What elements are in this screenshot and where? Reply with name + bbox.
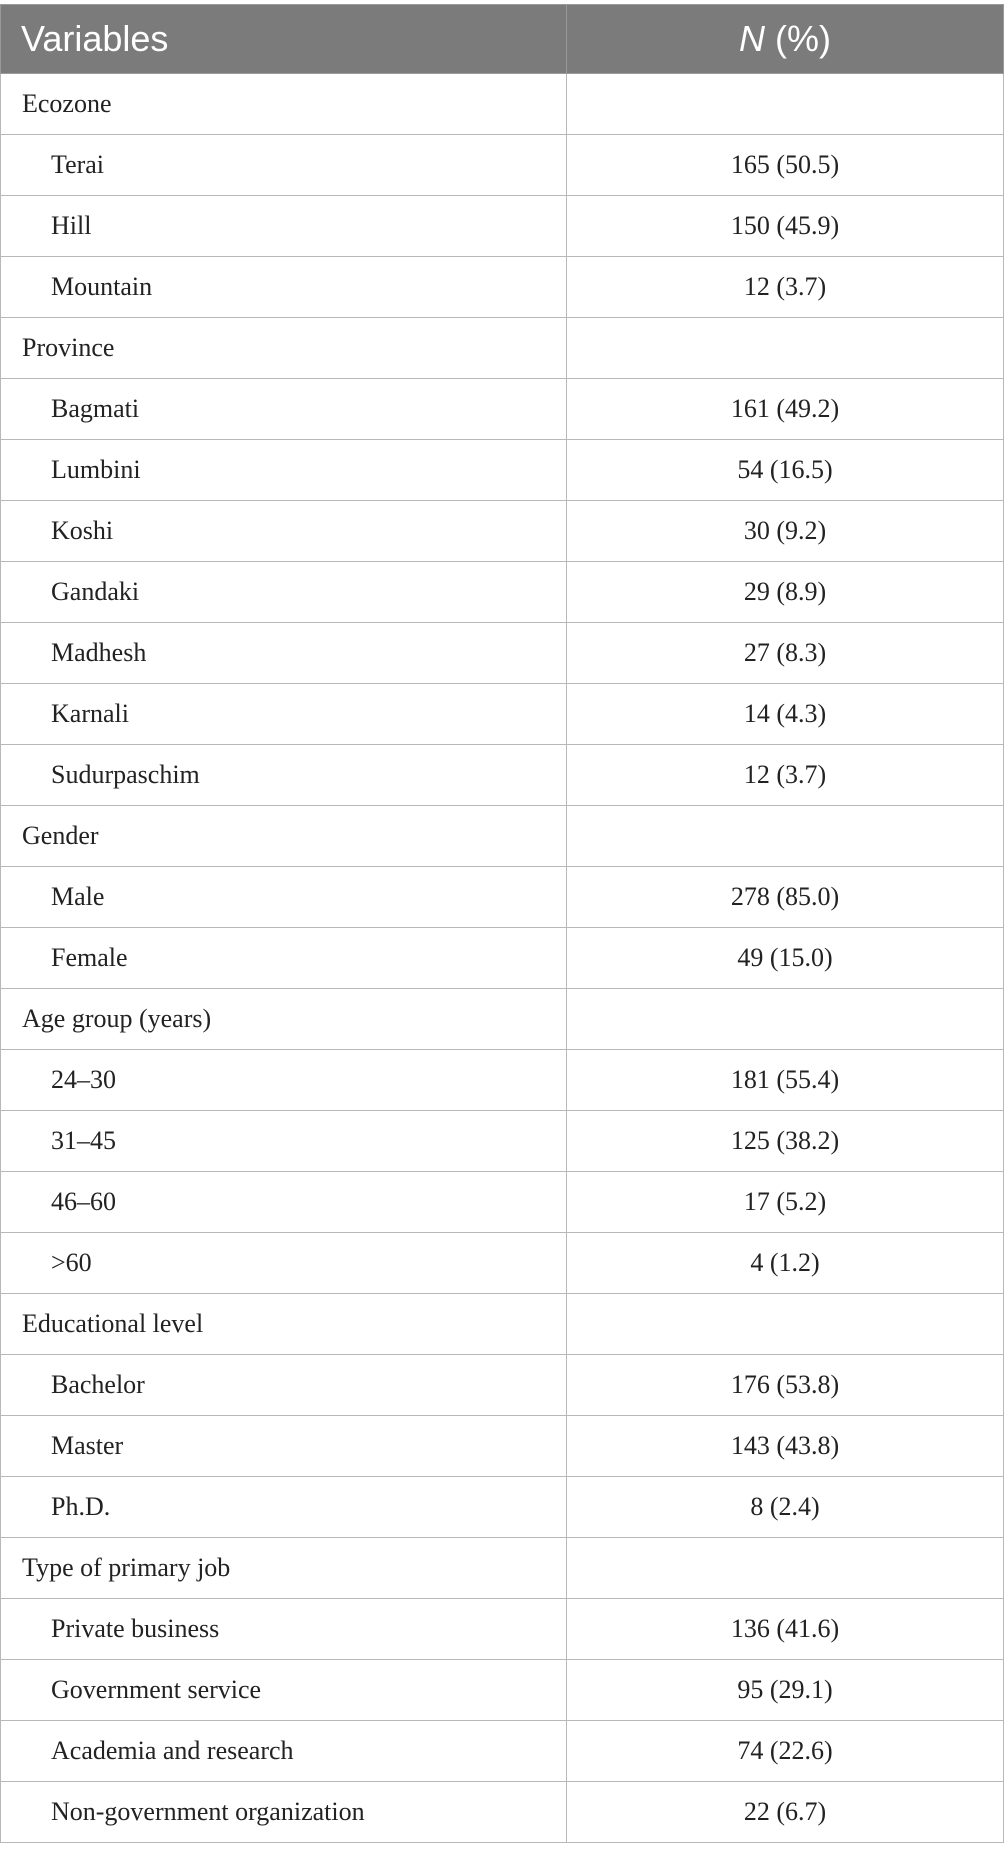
count-percent-cell: 8 (2.4): [567, 1477, 1004, 1538]
group-label-cell: Age group (years): [1, 989, 567, 1050]
variables-column-header: Variables: [1, 5, 567, 74]
variable-label-cell: Gandaki: [1, 562, 567, 623]
count-percent-cell: [567, 989, 1004, 1050]
table-group-row: [1, 1294, 1004, 1355]
count-percent-cell: 29 (8.9): [567, 562, 1004, 623]
variable-label-cell: Koshi: [1, 501, 567, 562]
group-label-cell: Gender: [1, 806, 567, 867]
count-percent-cell: 95 (29.1): [567, 1660, 1004, 1721]
table-group-row: [1, 74, 1004, 135]
group-label-cell: Ecozone: [1, 74, 567, 135]
count-percent-cell: 176 (53.8): [567, 1355, 1004, 1416]
variable-label-cell: Karnali: [1, 684, 567, 745]
variable-label-cell: 24–30: [1, 1050, 567, 1111]
variable-label-cell: 31–45: [1, 1111, 567, 1172]
table-row: [1, 745, 1004, 806]
variable-label-cell: Madhesh: [1, 623, 567, 684]
count-percent-cell: 161 (49.2): [567, 379, 1004, 440]
table-row: [1, 440, 1004, 501]
variable-label-cell: Master: [1, 1416, 567, 1477]
variable-label-cell: 46–60: [1, 1172, 567, 1233]
table-row: [1, 1233, 1004, 1294]
count-percent-cell: 27 (8.3): [567, 623, 1004, 684]
table-row: [1, 1172, 1004, 1233]
variable-label-cell: Female: [1, 928, 567, 989]
table-row: [1, 1355, 1004, 1416]
table-row: [1, 684, 1004, 745]
table-row: [1, 867, 1004, 928]
variable-label-cell: Bagmati: [1, 379, 567, 440]
table-row: [1, 257, 1004, 318]
count-percent-cell: 143 (43.8): [567, 1416, 1004, 1477]
table-row: [1, 379, 1004, 440]
table-header: [1, 5, 1004, 74]
demographics-table: [0, 4, 1004, 1843]
count-percent-cell: 165 (50.5): [567, 135, 1004, 196]
variable-label-cell: Ph.D.: [1, 1477, 567, 1538]
table-group-row: [1, 1538, 1004, 1599]
percent-symbol: (%): [765, 18, 831, 59]
count-percent-cell: 12 (3.7): [567, 745, 1004, 806]
variable-label-cell: Government service: [1, 1660, 567, 1721]
group-label-cell: Type of primary job: [1, 1538, 567, 1599]
table-group-row: [1, 806, 1004, 867]
count-percent-cell: 49 (15.0): [567, 928, 1004, 989]
variable-label-cell: Sudurpaschim: [1, 745, 567, 806]
variable-label-cell: Bachelor: [1, 1355, 567, 1416]
count-percent-cell: 17 (5.2): [567, 1172, 1004, 1233]
table-row: [1, 1782, 1004, 1843]
table-row: [1, 196, 1004, 257]
table-row: [1, 1660, 1004, 1721]
n-symbol: N: [739, 18, 765, 59]
table-row: [1, 1599, 1004, 1660]
variable-label-cell: >60: [1, 1233, 567, 1294]
table-row: [1, 1477, 1004, 1538]
table-row: [1, 1111, 1004, 1172]
count-percent-cell: 22 (6.7): [567, 1782, 1004, 1843]
data-table-container: [0, 4, 1003, 1843]
count-percent-cell: [567, 806, 1004, 867]
table-body: [1, 74, 1004, 1843]
variable-label-cell: Hill: [1, 196, 567, 257]
count-percent-cell: 136 (41.6): [567, 1599, 1004, 1660]
table-row: [1, 1721, 1004, 1782]
group-label-cell: Province: [1, 318, 567, 379]
count-percent-cell: 14 (4.3): [567, 684, 1004, 745]
table-group-row: [1, 318, 1004, 379]
count-percent-cell: 4 (1.2): [567, 1233, 1004, 1294]
variable-label-cell: Terai: [1, 135, 567, 196]
count-percent-cell: 278 (85.0): [567, 867, 1004, 928]
table-group-row: [1, 989, 1004, 1050]
variable-label-cell: Male: [1, 867, 567, 928]
count-percent-cell: 54 (16.5): [567, 440, 1004, 501]
count-percent-cell: 74 (22.6): [567, 1721, 1004, 1782]
table-row: [1, 135, 1004, 196]
table-row: [1, 928, 1004, 989]
count-percent-cell: [567, 1294, 1004, 1355]
count-percent-cell: [567, 1538, 1004, 1599]
variable-label-cell: Academia and research: [1, 1721, 567, 1782]
variable-label-cell: Non-government organization: [1, 1782, 567, 1843]
table-row: [1, 1050, 1004, 1111]
table-row: [1, 1416, 1004, 1477]
count-percent-cell: 12 (3.7): [567, 257, 1004, 318]
table-row: [1, 623, 1004, 684]
count-percent-cell: [567, 318, 1004, 379]
variable-label-cell: Private business: [1, 1599, 567, 1660]
count-percent-cell: 30 (9.2): [567, 501, 1004, 562]
count-percent-cell: 181 (55.4): [567, 1050, 1004, 1111]
count-percent-cell: 125 (38.2): [567, 1111, 1004, 1172]
variable-label-cell: Mountain: [1, 257, 567, 318]
header-row: [1, 5, 1004, 74]
count-percent-cell: [567, 74, 1004, 135]
count-percent-column-header: [567, 5, 1004, 74]
table-row: [1, 501, 1004, 562]
count-percent-cell: 150 (45.9): [567, 196, 1004, 257]
table-row: [1, 562, 1004, 623]
group-label-cell: Educational level: [1, 1294, 567, 1355]
variable-label-cell: Lumbini: [1, 440, 567, 501]
